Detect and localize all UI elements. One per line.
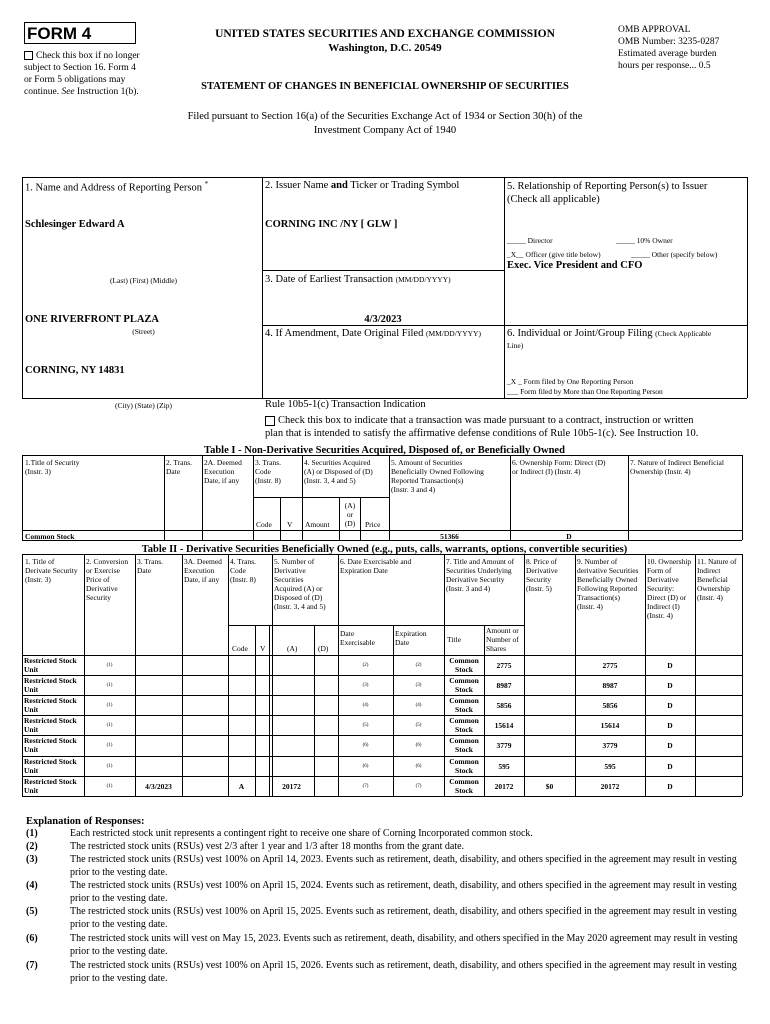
t2-row-conv: (1) <box>106 703 113 709</box>
t2-row-under: Common Stock <box>449 656 479 674</box>
grid-line <box>22 455 23 540</box>
grid-line <box>510 455 511 540</box>
t2-row-title: Restricted Stock Unit <box>24 756 77 775</box>
t2-h2-l5: Security <box>86 593 111 602</box>
t1-h3 <box>255 458 281 485</box>
t1-h6-line-1: 6. Ownership Form: Direct (D) <box>512 458 606 467</box>
t2-h8-l4: (Instr. 5) <box>526 584 552 593</box>
table2-title: Table II - Derivative Securities Beneficially Owned (e.g., puts, calls, warrants, options, convertible securities) <box>141 544 628 555</box>
t2-h10-l7: (Instr. 4) <box>647 611 673 620</box>
t2-h3-l1: 3. Trans. <box>137 557 164 566</box>
grid-line <box>360 497 361 540</box>
t2-sub-v: V <box>260 644 266 653</box>
form-status-checkbox-block <box>24 50 164 98</box>
t1-h2-line-1: 2. Trans. <box>166 458 193 467</box>
grid-line <box>747 177 748 398</box>
t1-sub-aord-2: or <box>346 510 354 519</box>
box4-label <box>265 328 481 339</box>
grid-line <box>742 554 743 796</box>
t2-h10-l1: 10. Ownership <box>647 557 692 566</box>
grid-line <box>22 655 742 656</box>
t2-row-shares: 2775 <box>496 661 512 670</box>
t1-sub-amount: Amount <box>305 520 330 529</box>
grid-line <box>22 715 742 716</box>
filed-pursuant-line-1: Filed pursuant to Section 16(a) of the Securities Exchange Act of 1934 or Section 30(h) of the <box>187 111 583 122</box>
omb-burden-line-1: Estimated average burden <box>618 49 717 59</box>
t2-h1-l1: 1. Title of <box>25 557 55 566</box>
t1-h3-line-2: Code <box>255 467 271 476</box>
name-parts-caption: (Last) (First) (Middle) <box>109 276 178 285</box>
t1-sub-aord <box>340 501 360 528</box>
t1-h4-line-3: (Instr. 3, 4 and 5) <box>304 476 356 485</box>
t1-sub-aord-3: (D) <box>344 519 356 528</box>
t1-row-title: Common Stock <box>25 532 75 541</box>
box5-label-line-2: (Check all applicable) <box>507 194 600 205</box>
explanation-heading: Explanation of Responses: <box>26 816 145 827</box>
t2-h10-l6: Indirect (I) <box>647 602 680 611</box>
t2-row-ex: (6) <box>362 743 369 749</box>
t1-h2A-line-3: Date, if any <box>204 476 240 485</box>
t2-row-under: Common Stock <box>449 756 479 775</box>
t2-sub-exp-l2: Date <box>395 638 410 647</box>
t2-h11-l2: Indirect <box>697 566 721 575</box>
rule-10b5-checkbox[interactable] <box>265 416 275 426</box>
box2-label-and: and <box>330 180 348 191</box>
t2-h5-l6: (Instr. 3, 4 and 5) <box>274 602 326 611</box>
t2-h3-l2: Date <box>137 566 152 575</box>
grid-line <box>22 796 742 797</box>
t2-h4-l1: 4. Trans. <box>230 557 257 566</box>
t1-h1-line-2: (Instr. 3) <box>25 467 51 476</box>
t2-row-conv: (1) <box>106 663 113 668</box>
t1-h2-line-2: Date <box>166 467 181 476</box>
t2-h1-l2: Derivate Security <box>25 566 78 575</box>
t2-h5-l1: 5. Number of <box>274 557 315 566</box>
box6-label-note-2: Line) <box>507 341 524 350</box>
t2-sub-amt-l3: Shares <box>486 644 506 653</box>
t2-sub-d: (D) <box>318 644 329 653</box>
t1-h5-line-4: (Instr. 3 and 4) <box>391 485 436 494</box>
t2-row-exp: (3) <box>415 683 422 689</box>
t2-sub-exp <box>395 629 427 647</box>
t1-h3-line-3: (Instr. 8) <box>255 476 281 485</box>
t2-h5-l2: Derivative <box>274 566 306 575</box>
t2-h3A <box>184 557 222 584</box>
grid-line <box>22 530 742 531</box>
t2-h9-l3: Beneficially Owned <box>577 575 638 584</box>
box5-label-line-1: 5. Relationship of Reporting Person(s) to Issuer <box>507 181 708 192</box>
filed-pursuant-text <box>100 110 670 138</box>
checkbox-label-line-2: subject to Section 16. Form 4 <box>24 63 136 73</box>
t2-h11-l3: Beneficial <box>697 575 728 584</box>
no-longer-subject-checkbox[interactable] <box>24 51 33 60</box>
explanation-text: The restricted stock units (RSUs) vest 100% on April 15, 2026. Events such as retirement, death, disability, and others specified in the agreement may result in vesting prior to the vesting date. <box>70 960 737 984</box>
officer-title: Exec. Vice President and CFO <box>507 260 643 271</box>
t2-h10-l2: Form of <box>647 566 672 575</box>
form-title: FORM 4 <box>24 22 136 44</box>
grid-line <box>228 625 338 626</box>
t2-row-owned: 20172 <box>600 781 620 791</box>
relationship-director[interactable]: _____ Director <box>507 236 553 245</box>
t1-h7 <box>630 458 724 476</box>
t2-row-owned: 3779 <box>602 741 618 751</box>
t2-h8-l3: Security <box>526 575 551 584</box>
grid-line <box>22 554 742 555</box>
explanation-number: (4) <box>26 880 38 891</box>
t2-row-under: Common Stock <box>449 676 479 695</box>
t2-row-exp: (6) <box>415 763 422 769</box>
t2-row-shares: 3779 <box>496 741 512 751</box>
grid-line <box>262 177 263 398</box>
issuer-name: CORNING INC /NY [ GLW ] <box>265 219 398 230</box>
t2-row-ex: (3) <box>362 683 369 689</box>
t2-row-exp: (5) <box>415 723 422 729</box>
t2-h8 <box>526 557 558 593</box>
t2-h9-l6: (Instr. 4) <box>577 602 603 611</box>
t1-h2 <box>166 458 192 476</box>
t2-row-owned: 5856 <box>602 701 618 711</box>
grid-line <box>280 497 281 540</box>
t2-row-exp: (7) <box>415 783 422 789</box>
agency-city: Washington, D.C. 20549 <box>328 42 442 54</box>
grid-line <box>22 177 23 398</box>
t2-row-title: Restricted Stock Unit <box>24 656 77 674</box>
t2-h4-l3: (Instr. 8) <box>230 575 256 584</box>
t1-sub-v: V <box>287 520 293 529</box>
box6-label <box>507 328 747 352</box>
t2-sub-date-ex <box>340 629 375 647</box>
grid-line <box>338 625 444 626</box>
t2-h2 <box>86 557 128 602</box>
t2-row-ex: (4) <box>362 703 369 709</box>
t2-h1-l3: (Instr. 3) <box>25 575 51 584</box>
t1-h6-line-2: or Indirect (I) (Instr. 4) <box>512 467 581 476</box>
statement-title: STATEMENT OF CHANGES IN BENEFICIAL OWNERSHIP OF SECURITIES <box>201 81 569 92</box>
t2-row-owned: 595 <box>604 761 616 771</box>
explanation-text: The restricted stock units (RSUs) vest 2/3 after 1 year and 1/3 after 18 months from the grant date. <box>70 841 465 852</box>
t2-h5-l5: Disposed of (D) <box>274 593 323 602</box>
explanation-text: The restricted stock units (RSUs) vest 100% on April 15, 2025. Events such as retirement, death, disability, and others specified in the agreement may result in vesting prior to the vesting date. <box>70 906 737 930</box>
checkbox-label-instr: Instruction 1(b). <box>74 87 139 97</box>
city-caption: (City) (State) (Zip) <box>114 401 173 410</box>
t2-h10-l3: Derivative <box>647 575 679 584</box>
rule-10b5-text-line-2: plan that is intended to satisfy the affirmative defense conditions of Rule 10b5-1(c). See Instruction 10. <box>265 428 699 439</box>
t2-row-under: Common Stock <box>449 776 479 795</box>
t2-h5-l3: Securities <box>274 575 304 584</box>
t2-h10-l4: Security: <box>647 584 675 593</box>
t2-row-ex: (6) <box>362 763 369 769</box>
explanation-number: (5) <box>26 906 38 917</box>
t2-row-a: 20172 <box>282 781 301 791</box>
t2-sub-amt <box>486 626 519 653</box>
box2-label-b: Ticker or Trading Symbol <box>347 180 460 191</box>
reporting-person-street: ONE RIVERFRONT PLAZA <box>25 314 159 325</box>
box2-label <box>265 180 459 191</box>
omb-number: OMB Number: 3235-0287 <box>618 37 720 47</box>
table1-title: Table I - Non-Derivative Securities Acquired, Disposed of, or Beneficially Owned <box>204 445 565 456</box>
omb-burden-line-2: hours per response... 0.5 <box>618 61 711 71</box>
t2-h7 <box>446 557 514 593</box>
t2-row-shares: 595 <box>498 761 510 771</box>
grid-line <box>202 455 203 540</box>
relationship-other[interactable]: _____ Other (specify below) <box>631 250 718 259</box>
grid-line <box>389 455 390 540</box>
checkbox-label-line-1: Check this box if no longer <box>36 51 140 61</box>
t2-row-shares: 20172 <box>494 781 514 791</box>
t2-h11-l1: 11. Nature of <box>697 557 737 566</box>
t2-row-price: $0 <box>545 781 554 791</box>
t2-h11 <box>697 557 737 602</box>
grid-line <box>504 177 505 398</box>
grid-line <box>22 675 742 676</box>
grid-line <box>22 756 742 757</box>
t2-row-ex: (2) <box>362 663 369 668</box>
t2-h2-l1: 2. Conversion <box>86 557 129 566</box>
grid-line <box>164 455 165 540</box>
grid-line <box>22 695 742 696</box>
reporting-person-city: CORNING, NY 14831 <box>25 365 125 376</box>
relationship-ten-percent-owner[interactable]: _____ 10% Owner <box>616 236 673 245</box>
explanation-text: The restricted stock units (RSUs) vest 100% on April 14, 2023. Events such as retirement, death, disability, and others specified in the agreement may result in vesting prior to the vesting date. <box>70 854 737 878</box>
t2-row-form: D <box>667 761 673 771</box>
t2-h9-l4: Following Reported <box>577 584 638 593</box>
t2-h6-l1: 6. Date Exercisable and <box>340 557 412 566</box>
t1-h2A-line-1: 2A. Deemed <box>204 458 242 467</box>
t1-row-amount: 51366 <box>440 532 459 541</box>
t2-h9 <box>577 557 638 611</box>
t2-row-title: Restricted Stock Unit <box>24 696 77 715</box>
rule-10b5-title: Rule 10b5-1(c) Transaction Indication <box>265 399 426 410</box>
explanation-number: (6) <box>26 933 38 944</box>
t2-row-owned: 15614 <box>600 721 620 731</box>
t2-h5 <box>274 557 326 611</box>
t1-sub-aord-1: (A) <box>344 501 356 510</box>
t2-h9-l5: Transaction(s) <box>577 593 621 602</box>
t2-h11-l4: Ownership <box>697 584 730 593</box>
t1-sub-price: Price <box>365 520 381 529</box>
box1-label <box>25 180 208 194</box>
t1-h1-line-1: 1.Title of Security <box>25 458 80 467</box>
t2-h9-l1: 9. Number of <box>577 557 618 566</box>
t2-h10-l5: Direct (D) or <box>647 593 687 602</box>
box3-label <box>265 274 451 285</box>
grid-line <box>22 177 747 178</box>
t2-h2-l2: or Exercise <box>86 566 120 575</box>
box3-label-text: 3. Date of Earliest Transaction <box>265 274 394 285</box>
grid-line <box>22 735 742 736</box>
explanation-number: (3) <box>26 854 38 865</box>
box3-label-format: (MM/DD/YYYY) <box>395 275 451 284</box>
t1-h1 <box>25 458 80 476</box>
box6-label-text: 6. Individual or Joint/Group Filing <box>507 328 653 339</box>
t2-row-title: Restricted Stock Unit <box>24 776 77 795</box>
t1-h5-line-3: Reported Transaction(s) <box>391 476 464 485</box>
rule-10b5-text-line-1: Check this box to indicate that a transaction was made pursuant to a contract, instruction or written <box>278 415 694 426</box>
t2-row-form: D <box>667 701 673 711</box>
t2-h7-l4: (Instr. 3 and 4) <box>446 584 491 593</box>
t2-h3A-l1: 3A. Deemed <box>184 557 222 566</box>
t2-h6 <box>340 557 411 575</box>
t2-row-ex: (5) <box>362 723 369 729</box>
t2-row-code: A <box>238 781 245 791</box>
t2-row-under: Common Stock <box>449 736 479 755</box>
t2-row-conv: (1) <box>106 763 113 769</box>
grid-line <box>314 625 315 796</box>
grid-line <box>628 455 629 540</box>
t2-h2-l4: Derivative <box>86 584 118 593</box>
box4-label-format: (MM/DD/YYYY) <box>425 329 481 338</box>
t2-row-shares: 15614 <box>494 721 514 731</box>
box6-label-note: (Check Applicable <box>655 329 712 338</box>
t1-h4-line-2: (A) or Disposed of (D) <box>304 467 373 476</box>
t2-row-exp: (4) <box>415 703 422 709</box>
t1-row-form: D <box>566 532 572 541</box>
explanation-text: Each restricted stock unit represents a contingent right to receive one share of Corning Incorporated common stock. <box>70 828 533 839</box>
agency-name: UNITED STATES SECURITIES AND EXCHANGE COMMISSION <box>215 28 555 40</box>
filing-group-option[interactable]: ___ Form filed by More than One Reporting Person <box>507 387 663 396</box>
t2-sub-a: (A) <box>287 644 298 653</box>
t2-sub-date-ex-l1: Date <box>340 629 355 638</box>
filing-individual-option[interactable]: _X _ Form filed by One Reporting Person <box>507 377 634 386</box>
t2-row-title: Restricted Stock Unit <box>24 736 77 755</box>
t2-h6-l2: Expiration Date <box>340 566 388 575</box>
box4-label-text: 4. If Amendment, Date Original Filed <box>265 328 424 339</box>
t2-h1 <box>25 557 78 584</box>
t1-h5-line-1: 5. Amount of Securities <box>391 458 463 467</box>
t2-h11-l5: (Instr. 4) <box>697 593 723 602</box>
t2-sub-amt-l1: Amount or <box>486 626 519 635</box>
t2-row-shares: 5856 <box>496 701 512 711</box>
grid-line <box>742 455 743 540</box>
t2-h3A-l3: Date, if any <box>184 575 220 584</box>
t2-h4 <box>230 557 256 584</box>
t1-h5 <box>391 458 484 494</box>
explanation-text: The restricted stock units will vest on May 15, 2023. Events such as retirement, death, disability, and others specified in the May 2020 agreement may result in vesting prior to the vesting date. <box>70 933 738 957</box>
t2-row-form: D <box>667 781 673 791</box>
relationship-officer[interactable]: _X__ Officer (give title below) <box>507 250 601 259</box>
t2-row-exp: (2) <box>415 663 422 668</box>
box1-label-text: 1. Name and Address of Reporting Person <box>25 182 203 194</box>
t2-sub-exp-l1: Expiration <box>395 629 427 638</box>
t2-h10 <box>647 557 691 620</box>
t2-h9-l2: derivative Securities <box>577 566 639 575</box>
t1-h4-line-1: 4. Securities Acquired <box>304 458 371 467</box>
earliest-transaction-date: 4/3/2023 <box>364 314 402 325</box>
t1-h7-line-2: Ownership (Instr. 4) <box>630 467 691 476</box>
grid-line <box>22 540 742 541</box>
t2-row-owned: 2775 <box>602 661 618 670</box>
grid-line <box>253 497 389 498</box>
t2-row-conv: (1) <box>106 743 113 749</box>
filed-pursuant-line-2: Investment Company Act of 1940 <box>313 125 457 136</box>
t1-h3-line-1: 3. Trans. <box>255 458 282 467</box>
explanation-number: (2) <box>26 841 38 852</box>
t2-h5-l4: Acquired (A) or <box>274 584 323 593</box>
checkbox-label-see: See <box>61 87 75 97</box>
t1-h6 <box>512 458 606 476</box>
explanation-text: The restricted stock units (RSUs) vest 100% on April 15, 2024. Events such as retirement, death, disability, and others specified in the agreement may result in vesting prior to the vesting date. <box>70 880 737 904</box>
t1-h2A <box>204 458 242 485</box>
checkbox-label-line-4: continue. <box>24 87 62 97</box>
t1-h5-line-2: Beneficially Owned Following <box>391 467 484 476</box>
omb-approval-block <box>618 24 758 72</box>
box5-label <box>507 180 747 206</box>
t1-h4 <box>304 458 373 485</box>
t1-h7-line-1: 7. Nature of Indirect Beneficial <box>630 458 724 467</box>
grid-line <box>22 776 742 777</box>
explanation-number: (1) <box>26 828 38 839</box>
t2-row-form: D <box>667 721 673 731</box>
t2-sub-date-ex-l2: Exercisable <box>340 638 375 647</box>
rule-10b5-text <box>265 414 745 440</box>
t2-h4-l2: Code <box>230 566 246 575</box>
t2-row-form: D <box>667 741 673 751</box>
t2-h7-l1: 7. Title and Amount of <box>446 557 515 566</box>
t2-row-owned: 8987 <box>602 681 618 691</box>
t2-sub-code: Code <box>232 644 248 653</box>
t2-h3 <box>137 557 163 575</box>
t2-row-exp: (6) <box>415 743 422 749</box>
t2-h7-l2: Securities Underlying <box>446 566 512 575</box>
box1-label-mark: * <box>204 180 209 188</box>
checkbox-label-line-3: or Form 5 obligations may <box>24 75 126 85</box>
explanation-number: (7) <box>26 960 38 971</box>
t1-sub-code: Code <box>256 520 272 529</box>
box2-label-a: 2. Issuer Name <box>265 180 331 191</box>
t2-sub-title: Title <box>447 635 461 644</box>
t2-h2-l3: Price of <box>86 575 110 584</box>
grid-line <box>22 455 742 456</box>
t2-h8-l2: Derivative <box>526 566 558 575</box>
t2-row-conv: (1) <box>106 683 113 689</box>
grid-line <box>255 625 256 796</box>
t2-row-under: Common Stock <box>449 716 479 735</box>
t2-h8-l1: 8. Price of <box>526 557 558 566</box>
street-caption: (Street) <box>132 327 155 336</box>
grid-line <box>262 325 747 326</box>
omb-approval-title: OMB APPROVAL <box>618 25 691 35</box>
t2-h7-l3: Derivative Security <box>446 575 505 584</box>
grid-line <box>269 625 270 796</box>
t2-row-title: Restricted Stock Unit <box>24 716 77 735</box>
reporting-person-name: Schlesinger Edward A <box>25 219 125 230</box>
t1-h2A-line-2: Execution <box>204 467 235 476</box>
t2-sub-amt-l2: Number of <box>486 635 519 644</box>
t2-row-form: D <box>667 681 673 691</box>
t2-row-conv: (1) <box>106 783 113 789</box>
t2-h3A-l2: Execution <box>184 566 215 575</box>
t2-row-title: Restricted Stock Unit <box>24 676 77 695</box>
grid-line <box>262 270 504 271</box>
t2-row-form: D <box>667 661 673 670</box>
t2-row-shares: 8987 <box>496 681 512 691</box>
t2-row-ex: (7) <box>362 783 369 789</box>
t2-row-conv: (1) <box>106 723 113 729</box>
t2-row-date: 4/3/2023 <box>145 781 172 791</box>
t2-row-under: Common Stock <box>449 696 479 715</box>
